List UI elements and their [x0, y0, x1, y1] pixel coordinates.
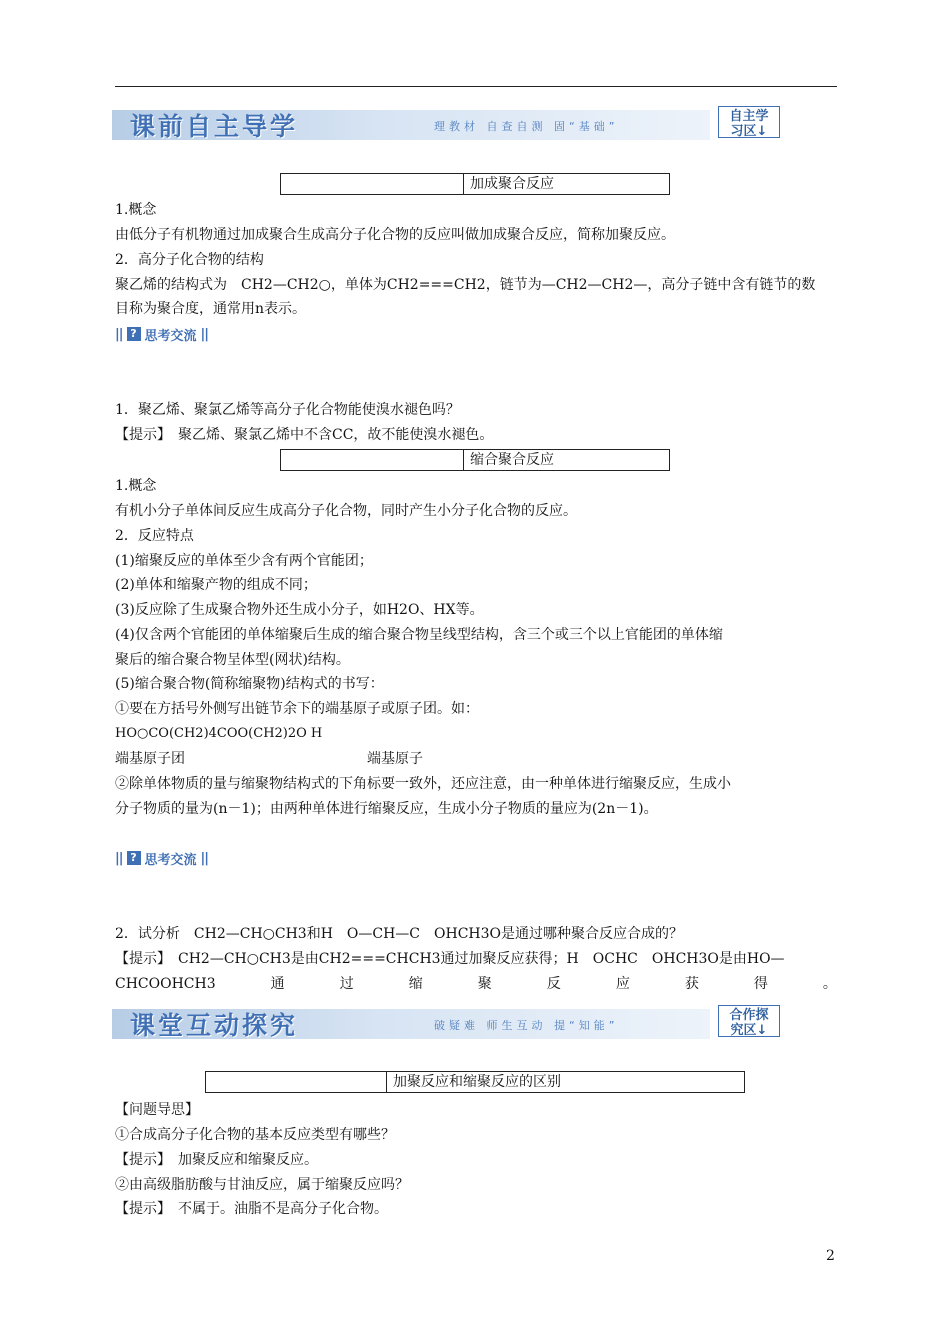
section-title-box — [280, 173, 670, 195]
text-line: 1.概念 — [115, 478, 157, 494]
section-title-box — [280, 449, 670, 471]
think-bars-icon: || — [200, 850, 209, 866]
question-line: 1．聚乙烯、聚氯乙烯等高分子化合物能使溴水褪色吗？ — [115, 402, 460, 418]
section-title-box — [205, 1071, 745, 1093]
banner-tag-line2: 究区↓ — [730, 1023, 768, 1038]
text-line: 分子物质的量为(n－1)；由两种单体进行缩聚反应，生成小分子物质的量应为(2n－1)。 — [115, 801, 658, 817]
text-line: 【提示】 加聚反应和缩聚反应。 — [115, 1152, 318, 1168]
text-line: 【问题导思】 — [115, 1102, 199, 1118]
section-title: 加聚反应和缩聚反应的区别 — [386, 1072, 743, 1092]
text-line: (3)反应除了生成聚合物外还生成小分子，如H2O、HX等。 — [115, 602, 484, 618]
hint-word: 反 — [546, 976, 561, 992]
text-line: 2．反应特点 — [115, 528, 194, 544]
think-bars-icon: || — [115, 326, 123, 342]
banner-slogan: 理教材 自查自测 固“基础” — [434, 120, 619, 133]
text-line: ①合成高分子化合物的基本反应类型有哪些？ — [115, 1127, 395, 1143]
hint-word: 通 — [270, 976, 285, 992]
text-line: 聚乙烯的结构式为 CH2—CH2○，单体为CH2===CH2，链节为—CH2—CH2—，高分子链中含有链节的数 — [115, 277, 816, 293]
hint-word: CHCOOHCH3 — [115, 976, 216, 992]
text-line: 聚后的缩合聚合物呈体型(网状)结构。 — [115, 652, 350, 668]
text-line: 【提示】 不属于。油脂不是高分子化合物。 — [115, 1201, 388, 1217]
section-title: 缩合聚合反应 — [463, 450, 670, 470]
text-line: 由低分子有机物通过加成聚合生成高分子化合物的反应叫做加成聚合反应，简称加聚反应。 — [115, 227, 675, 243]
hint-word: 获 — [684, 976, 699, 992]
text-line: 目称为聚合度，通常用n表示。 — [115, 301, 307, 317]
formula-line: HO○CO(CH2)4COO(CH2)2O H — [115, 726, 323, 741]
header-rule — [115, 86, 837, 87]
banner-tag — [718, 106, 780, 138]
hint-word: 应 — [615, 976, 630, 992]
text-line: 2．高分子化合物的结构 — [115, 252, 264, 268]
hint-word: 聚 — [477, 976, 492, 992]
think-exchange-label — [115, 325, 208, 343]
text-line: (4)仅含两个官能团的单体缩聚后生成的缩合聚合物呈线型结构，含三个或三个以上官能团的单体缩 — [115, 627, 723, 643]
banner-inclass — [112, 1005, 784, 1041]
banner-tag — [718, 1005, 780, 1037]
think-bars-icon: || — [200, 326, 209, 342]
banner-tag-line2: 习区↓ — [730, 124, 768, 139]
text-line: ②除单体物质的量与缩聚物结构式的下角标要一致外，还应注意，由一种单体进行缩聚反应，生成小 — [115, 776, 731, 792]
text-line: ①要在方括号外侧写出链节余下的端基原子或原子团。如： — [115, 701, 479, 717]
banner-tag-line1: 自主学 — [729, 109, 769, 124]
hint-word: 缩 — [408, 976, 423, 992]
hint-word: 。 — [822, 976, 837, 992]
banner-slogan: 破疑难 师生互动 提“知能” — [434, 1019, 619, 1032]
hint-word: 过 — [339, 976, 354, 992]
question-icon: ? — [127, 851, 141, 865]
endgroup-left-label: 端基原子团 — [115, 751, 185, 767]
question-icon: ? — [127, 327, 141, 341]
hint-word: 得 — [753, 976, 768, 992]
text-line: ②由高级脂肪酸与甘油反应，属于缩聚反应吗？ — [115, 1177, 409, 1193]
hint-line: 【提示】 CH2—CH○CH3是由CH2===CHCH3通过加聚反应获得；H OCHC OHCH3O是由HO— — [115, 951, 785, 967]
text-line: (5)缩合聚合物(简称缩聚物)结构式的书写： — [115, 676, 384, 692]
banner-title: 课前自主导学 — [130, 112, 299, 141]
banner-preclass — [112, 106, 784, 142]
think-bars-icon: || — [115, 850, 123, 866]
text-line: 1.概念 — [115, 202, 157, 218]
hint-line-justified — [115, 973, 837, 995]
text-line: (1)缩聚反应的单体至少含有两个官能团； — [115, 553, 373, 569]
hint-line: 【提示】 聚乙烯、聚氯乙烯中不含CC，故不能使溴水褪色。 — [115, 427, 494, 443]
banner-title: 课堂互动探究 — [130, 1011, 299, 1040]
endgroup-right-label: 端基原子 — [367, 751, 423, 767]
think-label: 思考交流 — [144, 852, 197, 868]
section-title: 加成聚合反应 — [463, 174, 670, 194]
text-line: 有机小分子单体间反应生成高分子化合物，同时产生小分子化合物的反应。 — [115, 503, 577, 519]
question-line: 2．试分析 CH2—CH○CH3和H O—CH—C OHCH3O是通过哪种聚合反应合成的？ — [115, 926, 684, 942]
text-line: (2)单体和缩聚产物的组成不同； — [115, 577, 317, 593]
banner-tag-line1: 合作探 — [729, 1008, 769, 1023]
think-label: 思考交流 — [144, 328, 197, 344]
page-number: 2 — [826, 1248, 835, 1264]
think-exchange-label — [115, 849, 208, 867]
